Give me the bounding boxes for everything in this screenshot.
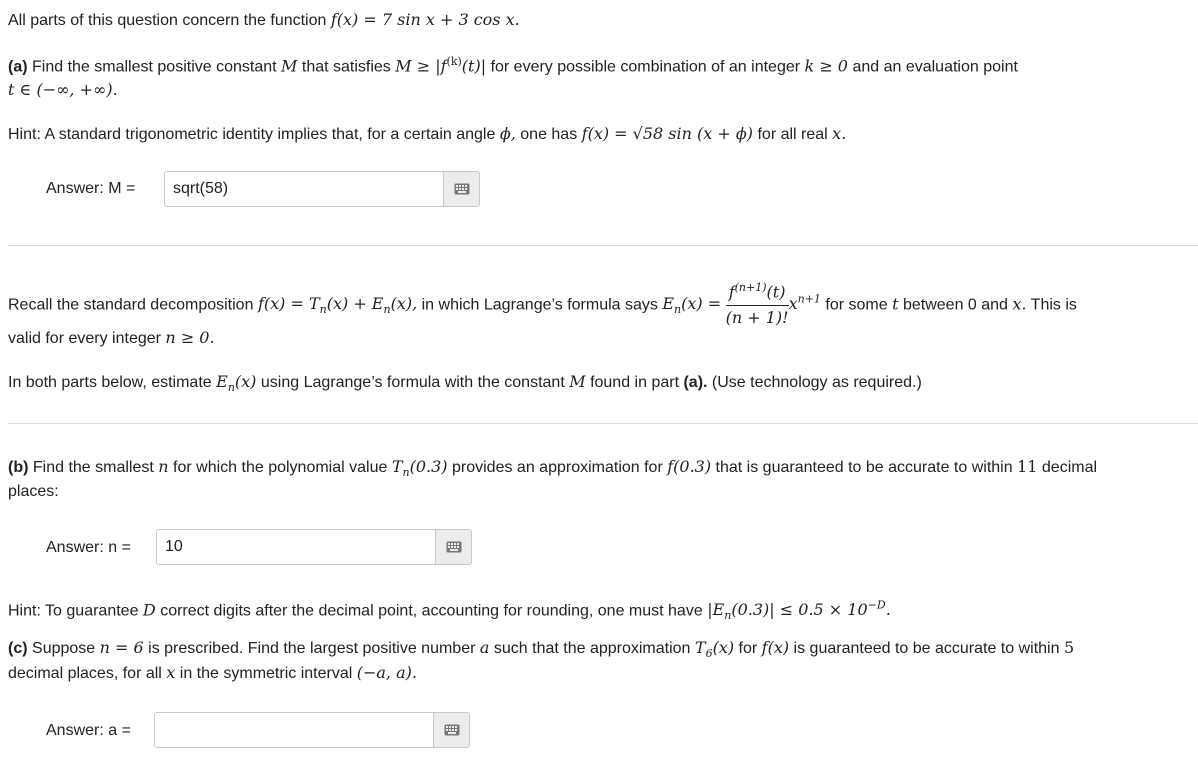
answer-c-keyboard-button[interactable]	[434, 712, 470, 748]
hint-a-line	[8, 124, 846, 145]
part-b-line2: places:	[8, 483, 59, 500]
answer-b-input[interactable]: 10	[156, 529, 436, 565]
answer-c-input[interactable]	[154, 712, 434, 748]
keyboard-icon	[454, 183, 470, 195]
hint-b-line: Hint: To guarantee D correct digits after the decimal point, accounting for rounding, one must have $|E_n(0.3)| \le 0.5 \times 10^{-D}$.	[8, 599, 891, 623]
part-c-digits: 5	[1063, 638, 1075, 657]
part-a-kcond: k ≥ 0	[804, 56, 848, 76]
estimate-text5: (Use technology as required.)	[711, 374, 922, 391]
part-c-text3: such that the approximation	[493, 640, 691, 657]
answer-a-input[interactable]: sqrt(58)	[164, 171, 444, 207]
function-def: f(x) = 7 sin x + 3 cos x.	[330, 10, 520, 29]
estimate-part-ref: (a).	[683, 374, 708, 391]
answer-b-label: Answer: n =	[46, 539, 131, 556]
part-c-line-2: decimal places, for all x in the symmetric interval (−a, a).	[8, 663, 417, 682]
part-a-text3: for every possible combination of an integer	[490, 58, 801, 76]
estimate-text3: found in part	[590, 374, 680, 391]
hint-a-text3: for all real	[757, 126, 828, 143]
part-c-text: Suppose	[32, 640, 96, 657]
recall-text5: This is	[1030, 296, 1077, 314]
lagrange-fraction: $\frac{f^{(n+1)}(t)}{(n + 1)!}$	[726, 278, 789, 327]
part-b-text2: for which the polynomial value	[173, 459, 388, 476]
part-c-text5: is guaranteed to be accurate to within	[793, 640, 1060, 657]
part-a-ineq: M ≥ |f	[395, 56, 447, 76]
hint-a-formula: f(x) = √58 sin (x + ϕ)	[581, 124, 754, 143]
part-c-text4: for	[738, 640, 758, 657]
recall-text: Recall the standard decomposition	[8, 296, 254, 314]
hint-b-text2: correct digits after the decimal point, accounting for rounding, one must have	[160, 602, 703, 620]
answer-a-keyboard-button[interactable]	[444, 171, 480, 207]
estimate-text: In both parts below, estimate	[8, 374, 212, 391]
recall-en: $E_n(x)$ =	[662, 294, 722, 317]
recall-text3: for some	[825, 296, 888, 314]
part-a-text2: that satisfies	[301, 58, 391, 76]
estimate-text2: using Lagrange’s formula with the constant	[260, 374, 565, 391]
recall-text4: between 0 and	[902, 296, 1008, 314]
part-a-t: (t)|	[461, 56, 487, 76]
recall-power: $x^{n+1}$	[788, 293, 821, 314]
keyboard-icon	[444, 724, 460, 736]
hint-a-phi: ϕ,	[499, 124, 516, 143]
estimate-line: In both parts below, estimate $E_n(x)$ using Lagrange’s formula with the constant M found in part (a). (Use technology as required.)	[8, 372, 922, 395]
intro-text: All parts of this question concern the function	[8, 12, 327, 29]
divider-1	[8, 245, 1198, 246]
part-c-text2: is prescribed. Find the largest positive number	[148, 640, 476, 657]
part-c-line2a: decimal places, for all	[8, 665, 162, 682]
recall-decomp: $f(x) = T_n(x) + E_n(x)$,	[257, 294, 418, 317]
part-b-line-1: (b) Find the smallest n for which the polynomial value $T_n(0.3)$ provides an approximation for f(0.3) that is guaranteed to be accurate to within 11 decimal	[8, 457, 1098, 480]
answer-b-keyboard-button[interactable]	[436, 529, 472, 565]
intro-line	[8, 10, 520, 31]
part-b-text3: provides an approximation for	[452, 459, 663, 476]
recall-line2: valid for every integer	[8, 330, 161, 347]
part-a-line-2	[8, 80, 118, 101]
recall-text2: in which Lagrange’s formula says	[421, 296, 658, 314]
part-b-label: (b)	[8, 459, 29, 476]
part-b-text5: decimal	[1041, 459, 1098, 476]
hint-b-text: Hint: To guarantee	[8, 602, 139, 620]
divider-2	[8, 423, 1198, 424]
part-a-text4: and an evaluation point	[852, 58, 1018, 76]
part-c-interval: (−a, a).	[356, 663, 417, 682]
hint-a-text2: one has	[520, 126, 578, 143]
recall-line-2	[8, 328, 215, 349]
part-a-k: (k)	[446, 55, 462, 68]
part-b-line-2	[8, 482, 59, 502]
answer-a-label: Answer: M =	[46, 180, 136, 197]
part-c-line-1: (c) Suppose n = 6 is prescribed. Find the largest positive number a such that the approximation $T_6(x)$ for f(x) is guaranteed to be accurate to within 5	[8, 638, 1075, 661]
part-a-interval: t ∈ (−∞, +∞).	[8, 80, 118, 99]
part-c-line2b: in the symmetric interval	[179, 665, 353, 682]
recall-line-1: Recall the standard decomposition $f(x) = T_n(x) + E_n(x)$, in which Lagrange’s formula says $E_n(x)$ = $\frac{f^{(n+1)}(t)}{(n + 1)!}$ $x^{n+1}$ for some t between 0 and x. This is	[8, 274, 1077, 337]
part-b-text: Find the smallest	[32, 459, 154, 476]
part-b-digits: 11	[1017, 457, 1038, 476]
part-a-line-1	[8, 52, 1018, 77]
hint-b-ineq: $|E_n(0.3)| \le 0.5 \times 10^{-D}$.	[707, 599, 891, 623]
keyboard-icon	[446, 541, 462, 553]
recall-ncond: n ≥ 0.	[165, 328, 215, 347]
part-c-ncond: n = 6	[99, 638, 144, 657]
part-c-label: (c)	[8, 640, 28, 657]
answer-c-label: Answer: a =	[46, 722, 131, 739]
hint-a-x: x.	[832, 124, 847, 143]
part-a-label: (a)	[8, 58, 28, 76]
part-b-text4: that is guaranteed to be accurate to within	[715, 459, 1013, 476]
hint-a-text: Hint: A standard trigonometric identity implies that, for a certain angle	[8, 126, 496, 143]
part-a-text: Find the smallest positive constant	[32, 58, 277, 76]
part-a-M: M	[281, 56, 298, 76]
